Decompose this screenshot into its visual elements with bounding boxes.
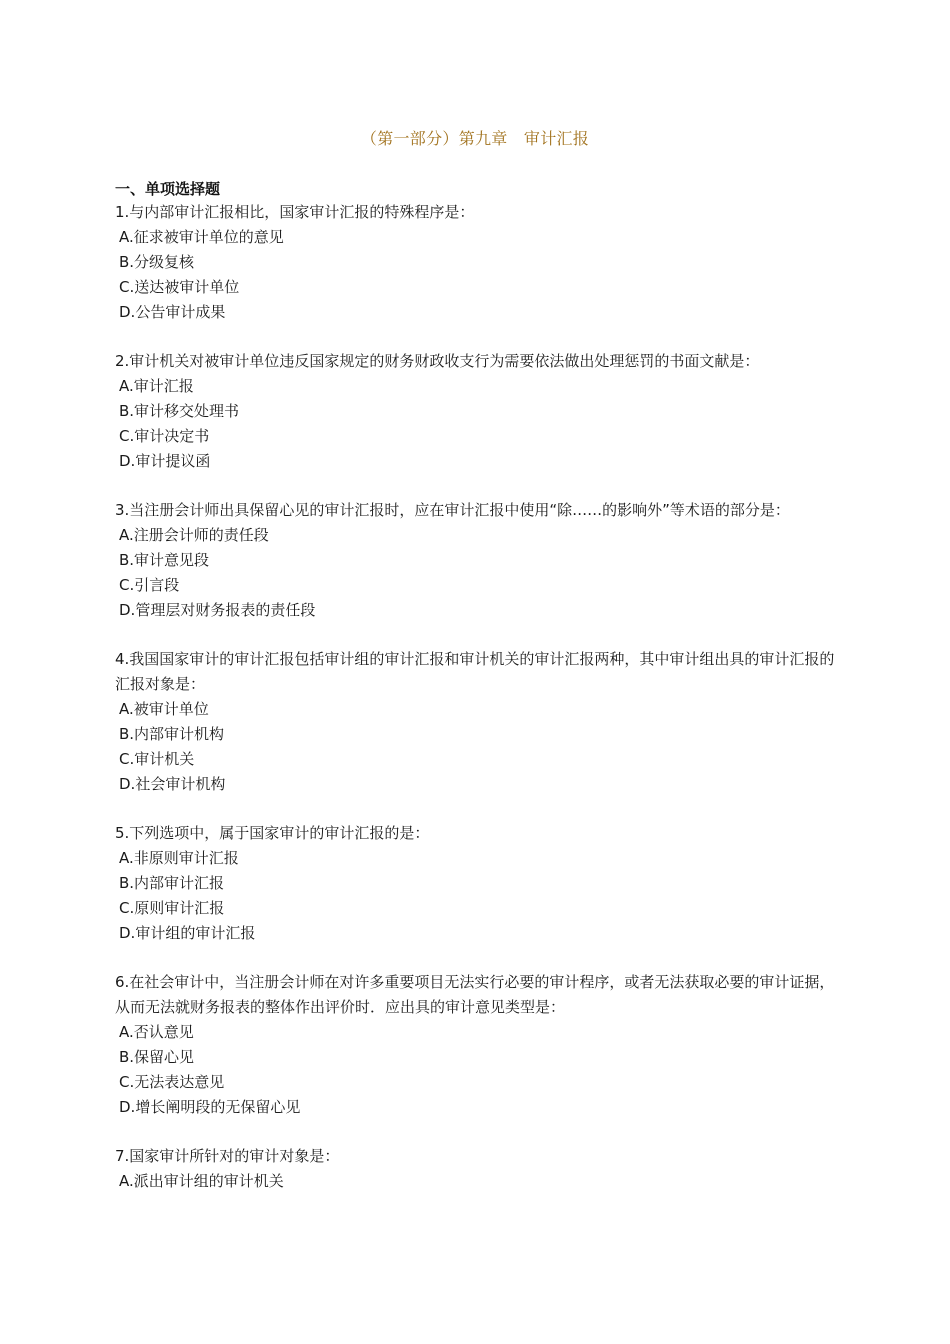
- section-heading: 一、单项选择题: [115, 180, 221, 198]
- option-c: C.无法表达意见: [119, 1073, 225, 1091]
- question-5: [115, 821, 840, 946]
- option-a: A.审计汇报: [119, 377, 194, 395]
- question-stem: 5.下列选项中，属于国家审计的审计汇报的是：: [115, 824, 430, 842]
- option-d: D.公告审计成果: [119, 303, 226, 321]
- option-d: D.社会审计机构: [119, 775, 226, 793]
- page-title: （第一部分）第九章 审计汇报: [360, 129, 590, 148]
- option-c: C.审计决定书: [119, 427, 210, 445]
- option-d: D.增长阐明段的无保留心见: [119, 1098, 301, 1116]
- option-a: A.派出审计组的审计机关: [119, 1172, 284, 1190]
- question-1: [115, 200, 840, 325]
- option-a: A.被审计单位: [119, 700, 209, 718]
- question-stem: 6.在社会审计中，当注册会计师在对许多重要项目无法实行必要的审计程序，或者无法获取必要的审计证据，从而无法就财务报表的整体作出评价时．应出具的审计意见类型是：: [115, 973, 835, 1016]
- question-list: [115, 200, 840, 1218]
- option-a: A.非原则审计汇报: [119, 849, 239, 867]
- question-stem: 2.审计机关对被审计单位违反国家规定的财务财政收支行为需要依法做出处理惩罚的书面文献是：: [115, 352, 760, 370]
- option-c: C.送达被审计单位: [119, 278, 240, 296]
- question-6: [115, 970, 840, 1120]
- option-b: B.审计意见段: [119, 551, 210, 569]
- option-a: A.否认意见: [119, 1023, 194, 1041]
- question-stem: 7.国家审计所针对的审计对象是：: [115, 1147, 340, 1165]
- option-a: A.注册会计师的责任段: [119, 526, 269, 544]
- option-b: B.内部审计机构: [119, 725, 225, 743]
- question-stem: 1.与内部审计汇报相比，国家审计汇报的特殊程序是：: [115, 203, 475, 221]
- question-4: [115, 647, 840, 797]
- question-7: [115, 1144, 840, 1194]
- option-b: B.内部审计汇报: [119, 874, 225, 892]
- question-3: [115, 498, 840, 623]
- question-2: [115, 349, 840, 474]
- option-b: B.审计移交处理书: [119, 402, 240, 420]
- option-c: C.审计机关: [119, 750, 195, 768]
- option-d: D.审计组的审计汇报: [119, 924, 256, 942]
- option-b: B.分级复核: [119, 253, 195, 271]
- option-a: A.征求被审计单位的意见: [119, 228, 284, 246]
- option-b: B.保留心见: [119, 1048, 195, 1066]
- option-c: C.引言段: [119, 576, 180, 594]
- question-stem: 3.当注册会计师出具保留心见的审计汇报时，应在审计汇报中使用“除……的影响外”等术语的部分是：: [115, 501, 790, 519]
- option-d: D.管理层对财务报表的责任段: [119, 601, 316, 619]
- option-c: C.原则审计汇报: [119, 899, 225, 917]
- option-d: D.审计提议函: [119, 452, 211, 470]
- question-stem: 4.我国国家审计的审计汇报包括审计组的审计汇报和审计机关的审计汇报两种，其中审计组出具的审计汇报的汇报对象是：: [115, 650, 835, 693]
